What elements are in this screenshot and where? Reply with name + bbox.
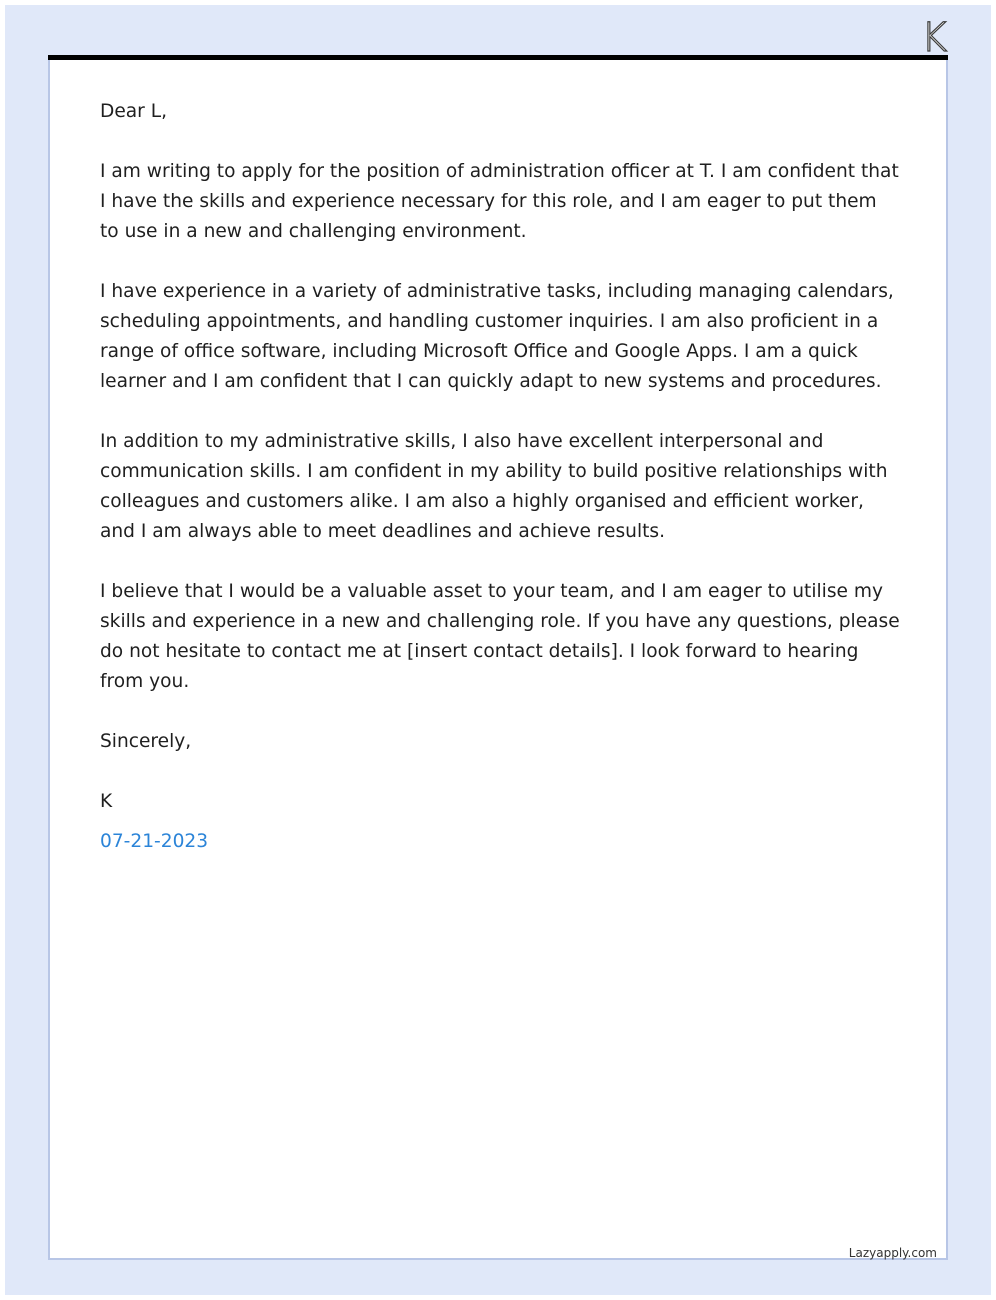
closing: Sincerely, — [100, 731, 192, 752]
cover-letter — [100, 97, 900, 857]
paragraph-1: I am writing to apply for the position of administration officer at T. I am confident that I have the skills and experience necessary for this role, and I am eager to put them to use in a new and challenging environment. — [100, 161, 899, 242]
letter-date: 07-21-2023 — [100, 831, 209, 852]
paragraph-3: In addition to my administrative skills, I also have excellent interpersonal and communication skills. I am confident in my ability to build positive relationships with colleagues and customers alike. I am also a highly organised and efficient worker, and I am always able to meet deadlines and achieve results. — [100, 431, 888, 542]
paragraph-4: I believe that I would be a valuable asset to your team, and I am eager to utilise my skills and experience in a new and challenging role. If you have any questions, please do not hesitate to contact me at [insert contact details]. I look forward to hearing from you. — [100, 581, 900, 692]
monogram-initial: K — [921, 15, 948, 56]
header-rule — [48, 55, 948, 60]
footer-brand: Lazyapply.com — [848, 1246, 937, 1260]
salutation: Dear L, — [100, 101, 167, 122]
monogram-logo — [919, 12, 951, 56]
paragraph-2: I have experience in a variety of administrative tasks, including managing calendars, scheduling appointments, and handling customer inquiries. I am also proficient in a range of office software, including Microsoft Office and Google Apps. I am a quick learner and I am confident that I can quickly adapt to new systems and procedures. — [100, 281, 894, 392]
signer-name: K — [100, 791, 113, 812]
